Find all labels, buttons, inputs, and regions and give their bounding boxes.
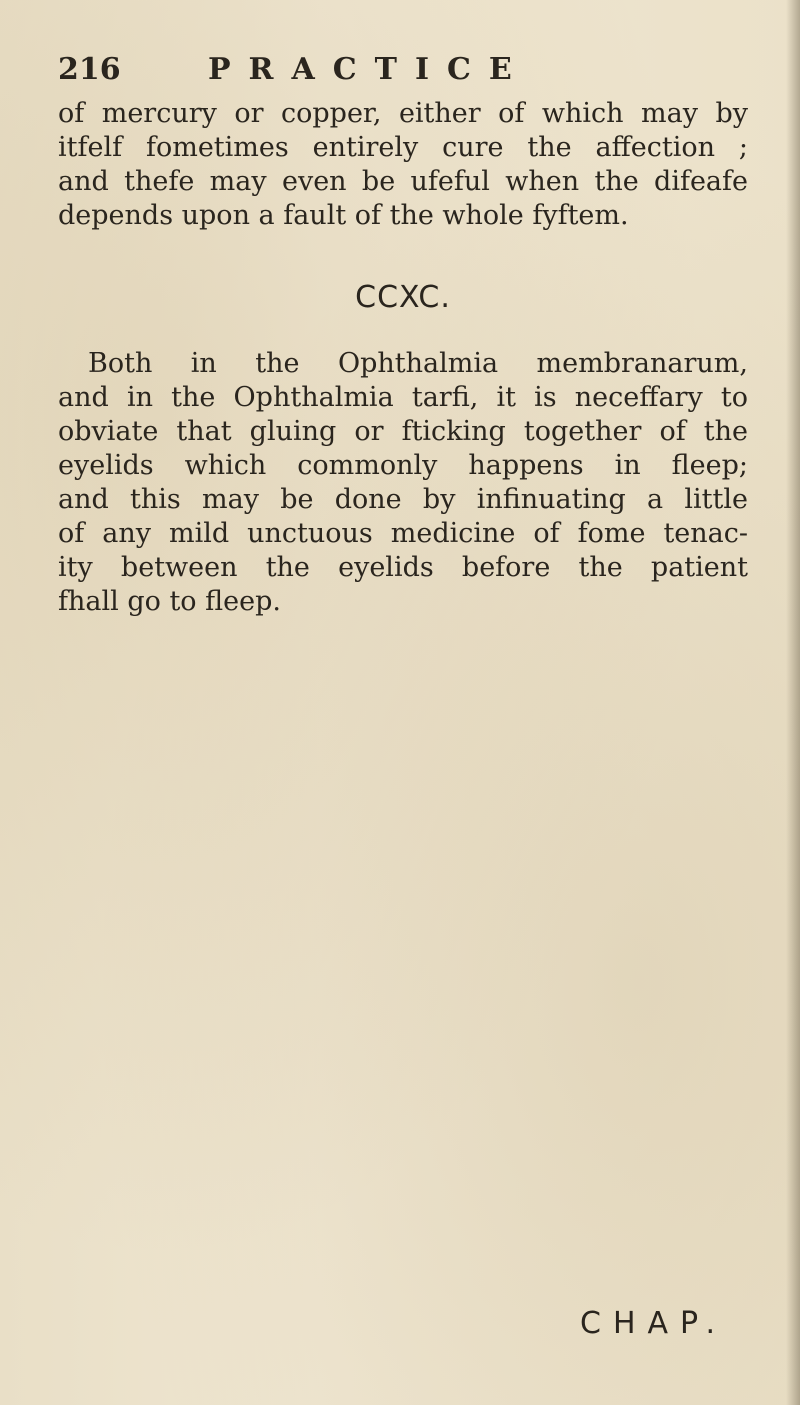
text-line: and thefe may even be ufeful when the difeafe [58,166,748,197]
page-edge-shadow [786,0,800,1405]
text-line: ity between the eyelids before the patient [58,552,748,583]
page-number: 216 [58,52,121,87]
page-header [58,50,648,90]
text-line: obviate that gluing or fticking together of the [58,416,748,447]
text-line: of mercury or copper, either of which may by [58,98,748,129]
paragraph-ccxc [58,347,748,619]
text-line: itfelf fometimes entirely cure the affection ; [58,132,748,163]
paragraph-continuation [58,97,748,233]
running-head: PRACTICE [208,52,530,87]
text-line: of any mild unctuous medicine of fome tenac- [58,518,748,549]
text-line: fhall go to fleep. [58,586,281,617]
section-heading: CCXC. [355,280,451,315]
text-line: eyelids which commonly happens in fleep; [58,450,748,481]
text-line: Both in the Ophthalmia membranarum, [88,348,748,379]
catchword: CHAP. [580,1306,727,1341]
text-line: and this may be done by infinuating a little [58,484,748,515]
text-line: and in the Ophthalmia tarfi, it is neceffary to [58,382,748,413]
text-line: depends upon a fault of the whole fyftem. [58,200,629,231]
